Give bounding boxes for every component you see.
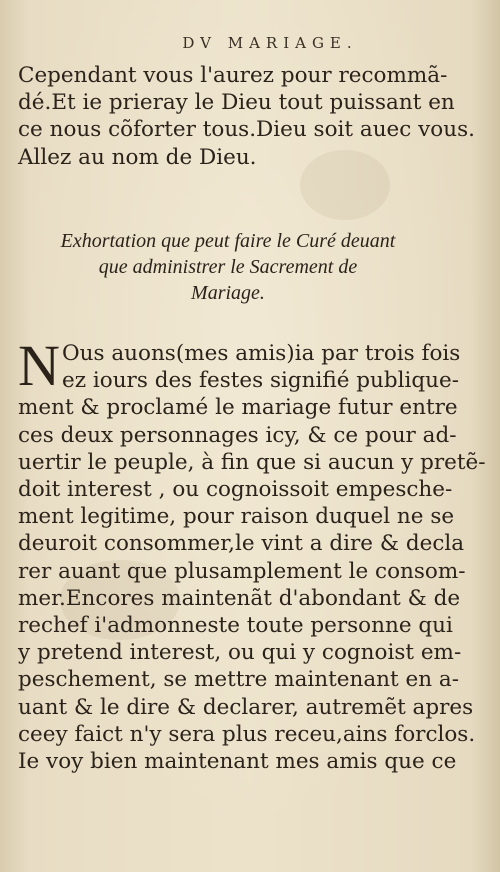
text-line: ment & proclamé le mariage futur entre — [18, 395, 458, 421]
text-block-main — [18, 333, 486, 775]
text-line: ceey faict n'y sera plus receu,ains forclos. — [18, 721, 476, 747]
heading-line: Exhortation que peut faire le Curé deuant — [60, 230, 396, 252]
section-heading — [20, 228, 436, 306]
text-line: deuroit consommer,le vint a dire & decla — [18, 531, 465, 557]
heading-line: Mariage. — [191, 282, 265, 304]
text-line: ez iours des festes signifié publique- — [62, 368, 460, 394]
running-head: DV MARIAGE. — [182, 34, 358, 52]
text-line: peschement, se mettre maintenant en a- — [18, 667, 459, 693]
text-line: doit interest , ou cognoissoit empesche- — [18, 477, 453, 503]
text-line: rechef i'admonneste toute personne qui — [18, 613, 453, 639]
text-line: mer.Encores maintenãt d'abondant & de — [18, 585, 461, 611]
text-line: Allez au nom de Dieu. — [18, 144, 257, 170]
text-line: uertir le peuple, à fin que si aucun y pretẽ- — [18, 449, 486, 475]
text-line: rer auant que plusamplement le consom- — [18, 558, 466, 584]
drop-cap: N — [18, 333, 60, 398]
text-line: ment legitime, pour raison duquel ne se — [18, 504, 455, 530]
heading-line: que administrer le Sacrement de — [98, 256, 358, 278]
text-line: ces deux personnages icy, & ce pour ad- — [18, 422, 457, 448]
text-line: Ie voy bien maintenant mes amis que ce — [18, 749, 457, 775]
text-line: dé.Et ie prieray le Dieu tout puissant en — [18, 90, 455, 116]
text-line: Ous auons(mes amis)ia par trois fois — [62, 341, 461, 366]
text-line: y pretend interest, ou qui y cognoist em- — [18, 640, 462, 666]
text-block-top — [18, 62, 475, 171]
text-line: uant & le dire & declarer, autremẽt apres — [18, 694, 474, 720]
text-line: ce nous cõforter tous.Dieu soit auec vous. — [18, 117, 475, 143]
text-line: Cependant vous l'aurez pour recommã- — [18, 63, 448, 88]
